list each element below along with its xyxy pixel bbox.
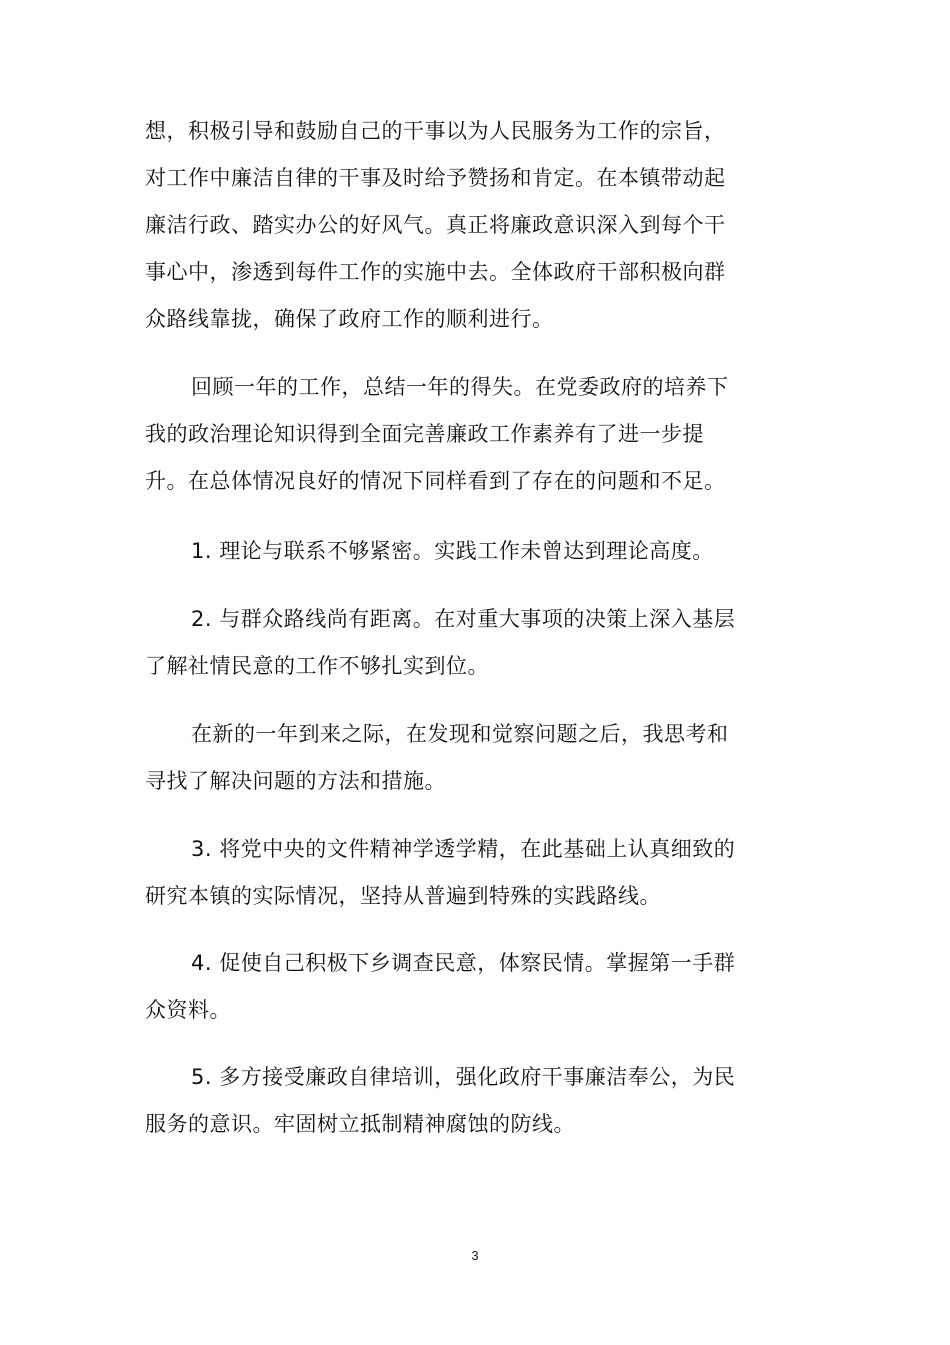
- text-line: 3. 将党中央的文件精神学透学精，在此基础上认真细致的: [191, 837, 736, 861]
- text-line: 了解社情民意的工作不够扎实到位。: [145, 654, 489, 678]
- page-number: 3: [471, 1248, 479, 1263]
- text-line: 回顾一年的工作，总结一年的得失。在党委政府的培养下: [191, 375, 729, 399]
- text-line: 对工作中廉洁自律的干事及时给予赞扬和肯定。在本镇带动起: [145, 166, 726, 190]
- text-line: 想，积极引导和鼓励自己的干事以为人民服务为工作的宗旨，: [145, 119, 726, 143]
- list-item-1: [145, 528, 745, 575]
- text-line: 我的政治理论知识得到全面完善廉政工作素养有了进一步提: [145, 422, 704, 446]
- text-line: 5. 多方接受廉政自律培训，强化政府干事廉洁奉公，为民: [191, 1065, 736, 1089]
- text-line: 升。在总体情况良好的情况下同样看到了存在的问题和不足。: [145, 469, 726, 493]
- paragraph-continuation: [145, 108, 745, 343]
- text-line: 2. 与群众路线尚有距离。在对重大事项的决策上深入基层: [191, 607, 736, 631]
- list-item-5: [145, 1054, 745, 1148]
- list-item-3: [145, 826, 745, 920]
- text-line: 在新的一年到来之际，在发现和觉察问题之后，我思考和: [191, 722, 729, 746]
- list-item-4: [145, 940, 745, 1034]
- list-item-2: [145, 596, 745, 690]
- text-line: 寻找了解决问题的方法和措施。: [145, 769, 446, 793]
- text-line: 研究本镇的实际情况，坚持从普遍到特殊的实践路线。: [145, 884, 661, 908]
- text-line: 众资料。: [145, 998, 231, 1022]
- text-line: 1. 理论与联系不够紧密。实践工作未曾达到理论高度。: [191, 539, 714, 563]
- text-line: 廉洁行政、踏实办公的好风气。真正将廉政意识深入到每个干: [145, 213, 726, 237]
- paragraph-review: [145, 364, 745, 505]
- paragraph-new-year: [145, 711, 745, 805]
- text-line: 事心中，渗透到每件工作的实施中去。全体政府干部积极向群: [145, 260, 726, 284]
- text-line: 服务的意识。牢固树立抵制精神腐蚀的防线。: [145, 1112, 575, 1136]
- text-line: 众路线靠拢，确保了政府工作的顺利进行。: [145, 307, 554, 331]
- text-line: 4. 促使自己积极下乡调查民意，体察民情。掌握第一手群: [191, 951, 736, 975]
